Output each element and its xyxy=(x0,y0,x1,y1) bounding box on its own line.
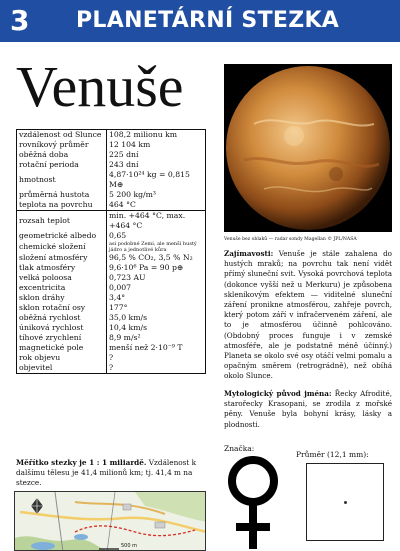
fact-value: 0,007 xyxy=(109,283,132,292)
fact-value: menší než 2·10⁻⁹ T xyxy=(109,343,183,352)
fact-value: ? xyxy=(109,363,114,372)
fact-value: 9,6·10⁶ Pa = 90 p⊕ xyxy=(109,263,184,272)
scale-text: Vzdálenost k dalšímu tělesu je 41,4 milionů km; tj. 41,4 m na stezce. xyxy=(16,458,197,487)
fact-key: sklon rotační osy xyxy=(17,303,107,313)
fact-value: 4,87·10²⁴ kg = 0,815 M⊕ xyxy=(109,170,190,189)
fact-value: 10,4 km/s xyxy=(109,323,148,332)
table-row xyxy=(17,313,206,323)
table-row xyxy=(17,190,206,200)
header-bar xyxy=(0,0,400,42)
venus-symbol-icon xyxy=(222,455,284,551)
table-row xyxy=(17,150,206,160)
table-row xyxy=(17,241,206,253)
fact-value: 96,5 % CO₂, 3,5 % N₂ xyxy=(109,253,193,262)
trail-map xyxy=(14,491,206,551)
fact-value: 3,4° xyxy=(109,293,126,302)
planet-name: Venuše xyxy=(16,54,184,119)
facts-text: Venuše je stále zahalena do hustých mraků; na povrchu tak není vidět přímý sluneční svit. Vysoká povrchová teplota (dokonce vyšší než u Merkuru) je způsobena skleníkovým efektem — viditelné sluneční záření pronikne atmosférou, zahřeje povrch, který potom září v infračerveném záření, ale to je atmosférou účinně pohlcováno. (Obdobný proces funguje i v zemské atmosféře, ale je podstatně méně účinný.) Planeta se okolo své osy otáčí velmi pomalu a opačným směrem (retrográdně), než obíhá okolo Slunce. xyxy=(224,249,392,381)
fact-value: 464 °C xyxy=(109,200,136,209)
symbol-label: Značka: xyxy=(224,444,255,453)
fact-value: 35,0 km/s xyxy=(109,313,148,322)
venus-photo xyxy=(224,64,392,232)
scale-note xyxy=(16,458,206,488)
photo-caption: Venuše bez oblaků — radar sondy Magellan © JPL/NASA xyxy=(224,237,357,242)
fact-key: velká poloosa xyxy=(17,273,107,283)
facts-heading: Zajímavosti: xyxy=(224,249,274,258)
table-row xyxy=(17,363,206,374)
fact-key: excentricita xyxy=(17,283,107,293)
fact-value: min. +464 °C, max. +464 °C xyxy=(107,211,206,232)
fact-key: rok objevu xyxy=(17,353,107,363)
mythology xyxy=(224,389,392,430)
myth-text: Řecky Afrodité, starořecky Krasopani, se zrodila z mořské pěny. Venuše byla bohyní krásy, lásky a plodnosti. xyxy=(224,389,392,429)
fact-value: 8,9 m/s² xyxy=(109,333,141,342)
fact-value: 243 dní xyxy=(109,160,139,169)
fact-key: tíhové zrychlení xyxy=(17,333,107,343)
fact-key: oběžná doba xyxy=(17,150,107,160)
map-scale-label: 500 m xyxy=(121,543,138,549)
fact-value: 0,65 xyxy=(109,231,127,240)
myth-heading: Mytologický původ jména: xyxy=(224,389,332,398)
planet-size-dot xyxy=(344,501,347,504)
fact-value: 0,723 AU xyxy=(109,273,146,282)
table-row xyxy=(17,231,206,241)
fact-value: 177° xyxy=(109,303,128,312)
fact-key: tlak atmosféry xyxy=(17,263,107,273)
scale-bold: Měřítko stezky je 1 : 1 miliardě. xyxy=(16,458,147,467)
table-row xyxy=(17,293,206,303)
fact-key: geometrické albedo xyxy=(17,231,107,241)
table-row xyxy=(17,130,206,141)
diameter-box xyxy=(306,463,384,541)
table-row xyxy=(17,283,206,293)
fact-value: 225 dní xyxy=(109,150,139,159)
stop-number: 3 xyxy=(10,4,30,37)
fact-key: vzdálenost od Slunce xyxy=(17,130,107,141)
facts-table xyxy=(16,129,206,374)
table-row xyxy=(17,160,206,170)
fact-key: složení atmosféry xyxy=(17,253,107,263)
table-row xyxy=(17,333,206,343)
fact-key: chemické složení xyxy=(17,241,107,253)
table-row xyxy=(17,353,206,363)
fact-key: objevitel xyxy=(17,363,107,374)
fact-key: rovníkový průměr xyxy=(17,140,107,150)
table-row xyxy=(17,140,206,150)
fact-value: 12 104 km xyxy=(109,140,151,149)
fact-key: hmotnost xyxy=(17,170,107,190)
fact-key: úniková rychlost xyxy=(17,323,107,333)
map-graphic xyxy=(15,492,206,551)
table-row xyxy=(17,343,206,353)
fact-key: oběžná rychlost xyxy=(17,313,107,323)
trail-title: PLANETÁRNÍ STEZKA xyxy=(76,8,340,33)
table-row xyxy=(17,253,206,263)
fact-value: 108,2 milionu km xyxy=(109,130,178,139)
fact-key: rotační perioda xyxy=(17,160,107,170)
fact-key: teplota na povrchu xyxy=(17,200,107,211)
fact-key: rozsah teplot xyxy=(17,211,107,232)
table-row xyxy=(17,170,206,190)
table-row xyxy=(17,200,206,211)
fact-value: ? xyxy=(109,353,114,362)
table-row xyxy=(17,211,206,232)
fact-key: průměrná hustota xyxy=(17,190,107,200)
table-row xyxy=(17,323,206,333)
diameter-label: Průměr (12,1 mm): xyxy=(296,450,369,459)
fact-key: sklon dráhy xyxy=(17,293,107,303)
table-row xyxy=(17,303,206,313)
table-row xyxy=(17,263,206,273)
interesting-facts xyxy=(224,249,392,382)
fact-value: 5 200 kg/m³ xyxy=(109,190,156,199)
fact-key: magnetické pole xyxy=(17,343,107,353)
table-row xyxy=(17,273,206,283)
fact-value: asi podobné Zemi, ale menší hustý jádro a jednotlivé kůra xyxy=(109,241,197,253)
